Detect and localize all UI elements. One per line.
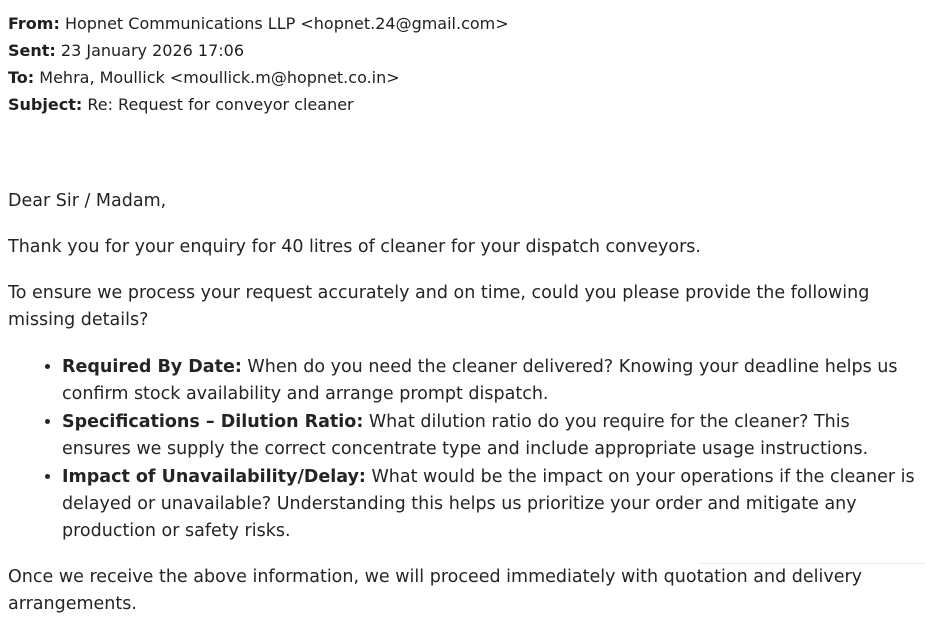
greeting: Dear Sir / Madam,: [8, 191, 167, 211]
sent-value: 23 January 2026 17:06: [60, 41, 245, 60]
list-item-text: What dilution ratio do you require for the cleaner? This ensures we supply the correct concentrate type and include appropriate usage instructions.: [62, 412, 869, 459]
subject-label: Subject:: [8, 95, 83, 114]
sent-row: [8, 37, 509, 64]
paragraph-request: To ensure we process your request accurately and on time, could you please provide the following missing details?: [8, 283, 870, 330]
list-item: [62, 463, 918, 545]
email-body: [8, 188, 918, 637]
list-item-text: What would be the impact on your operations if the cleaner is delayed or unavailable? Understanding this helps us prioritize your order and mitigate any production or safety risks.: [62, 467, 915, 541]
to-value[interactable]: Mehra, Moullick <moullick.m@hopnet.co.in>: [39, 68, 400, 87]
to-row: [8, 64, 509, 91]
list-item-term: Required By Date:: [62, 357, 242, 377]
paragraph-enquiry: Thank you for your enquiry for 40 litres of cleaner for your dispatch conveyors.: [8, 237, 701, 257]
email-header: [8, 10, 509, 118]
subject-row: [8, 91, 509, 118]
list-item-text: When do you need the cleaner delivered? Knowing your deadline helps us confirm stock availability and arrange prompt dispatch.: [62, 357, 898, 404]
list-item-term: Specifications – Dilution Ratio:: [62, 412, 364, 432]
to-label: To:: [8, 68, 35, 87]
list-item-term: Impact of Unavailability/Delay:: [62, 467, 366, 487]
missing-details-list: [8, 353, 918, 545]
divider: [700, 563, 925, 564]
from-value[interactable]: Hopnet Communications LLP <hopnet.24@gmail.com>: [64, 14, 509, 33]
from-row: [8, 10, 509, 37]
list-item: [62, 408, 918, 463]
sent-label: Sent:: [8, 41, 56, 60]
subject-value: Re: Request for conveyor cleaner: [87, 95, 354, 114]
paragraph-closing: Once we receive the above information, we will proceed immediately with quotation and delivery arrangements.: [8, 567, 863, 614]
list-item: [62, 353, 918, 408]
from-label: From:: [8, 14, 60, 33]
